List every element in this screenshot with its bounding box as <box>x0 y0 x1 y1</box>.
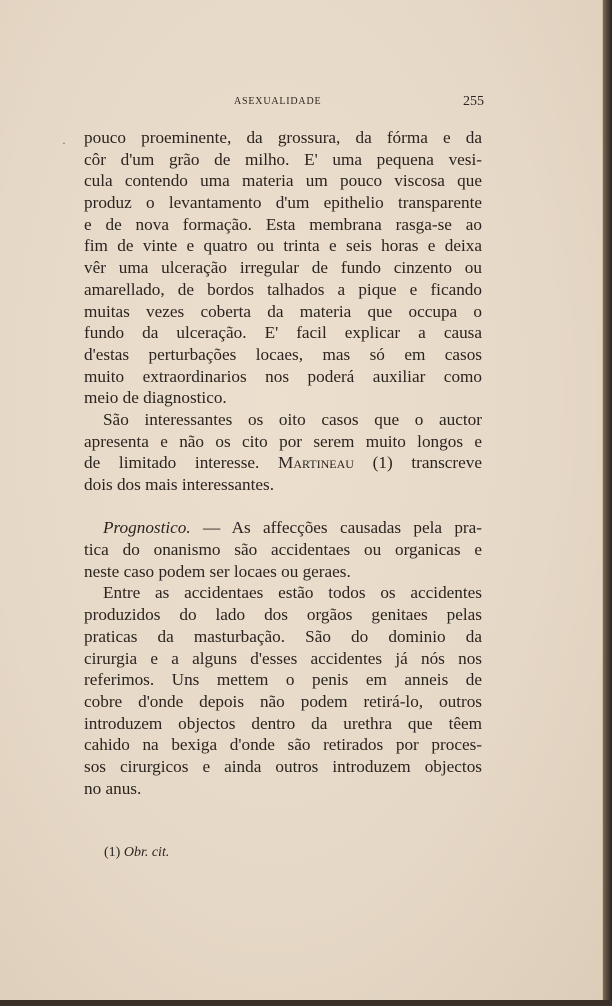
text-line: praticas da masturbação. São do dominio da <box>84 626 482 646</box>
text-line: apresenta e não os cito por serem muito longos e <box>84 431 482 451</box>
text-line: d'estas perturbações locaes, mas só em casos <box>84 344 482 364</box>
text-line: côr d'um grão de milho. E' uma pequena vesi- <box>84 149 482 169</box>
text-line: tica do onanismo são accidentaes ou organicas e <box>84 540 482 560</box>
text-line: Entre as accidentaes estão todos os accidentes <box>103 583 482 603</box>
text-line: muitas vezes coberta da materia que occupa o <box>84 301 482 321</box>
text-line: neste caso podem ser locaes ou geraes. <box>84 561 351 581</box>
author-name: Martineau <box>278 453 354 473</box>
text-line-with-author <box>84 452 482 474</box>
text-line: cula contendo uma materia um pouco viscosa que <box>84 171 482 191</box>
author-reference: (1) transcreve <box>372 453 482 473</box>
text-fragment: — As affecções causadas pela pra- <box>203 518 483 538</box>
text-line: fim de vinte e quatro ou trinta e seis horas e deixa <box>84 236 482 256</box>
footnote <box>104 845 169 861</box>
text-line: vêr uma ulceração irregular de fundo cinzento ou <box>84 258 482 278</box>
text-line: no anus. <box>84 778 142 798</box>
text-line: produz o levantamento d'um epithelio transparente <box>84 193 482 213</box>
paragraph-3 <box>84 517 482 582</box>
text-line-with-heading <box>84 517 482 539</box>
text-line: fundo da ulceração. E' facil explicar a causa <box>84 323 482 343</box>
paragraph-2 <box>84 409 482 496</box>
text-line: referimos. Uns mettem o penis em anneis de <box>84 670 482 690</box>
margin-mark: · <box>62 136 66 150</box>
running-title: ASEXUALIDADE <box>234 96 322 107</box>
section-heading: Prognostico. <box>103 518 191 538</box>
text-line: e de nova formação. Esta membrana rasga-se ao <box>84 214 482 234</box>
text-line: amarellado, de bordos talhados a pique e ficando <box>84 279 482 299</box>
text-line: cahido na bexiga d'onde são retirados por proces- <box>84 735 482 755</box>
footnote-text: Obr. cit. <box>123 845 170 860</box>
text-line: muito extraordinarios nos poderá auxiliar como <box>84 366 482 386</box>
text-fragment: de limitado interesse. <box>84 453 260 473</box>
text-line: sos cirurgicos e ainda outros introduzem objectos <box>84 756 482 776</box>
paragraph-gap <box>84 496 482 518</box>
page-number: 255 <box>463 94 484 109</box>
text-line: dois dos mais interessantes. <box>84 475 274 494</box>
page-edge-bottom <box>0 1000 612 1006</box>
text-line: cobre d'onde depois não podem retirá-lo, outros <box>84 691 482 711</box>
text-line: cirurgia e a alguns d'esses accidentes já nós nos <box>84 648 482 668</box>
body-text <box>84 127 482 799</box>
paragraph-1 <box>84 127 482 409</box>
footnote-marker: (1) <box>104 845 121 860</box>
paragraph-4 <box>84 582 482 799</box>
text-line: meio de diagnostico. <box>84 388 227 408</box>
page-edge-right <box>603 0 612 1006</box>
text-line: produzidos do lado dos orgãos genitaes pelas <box>84 605 482 625</box>
text-line: introduzem objectos dentro da urethra que têem <box>84 713 482 733</box>
page-header <box>84 94 484 110</box>
text-line: São interessantes os oito casos que o auctor <box>103 409 482 429</box>
text-line: pouco proeminente, da grossura, da fórma e da <box>84 128 482 147</box>
